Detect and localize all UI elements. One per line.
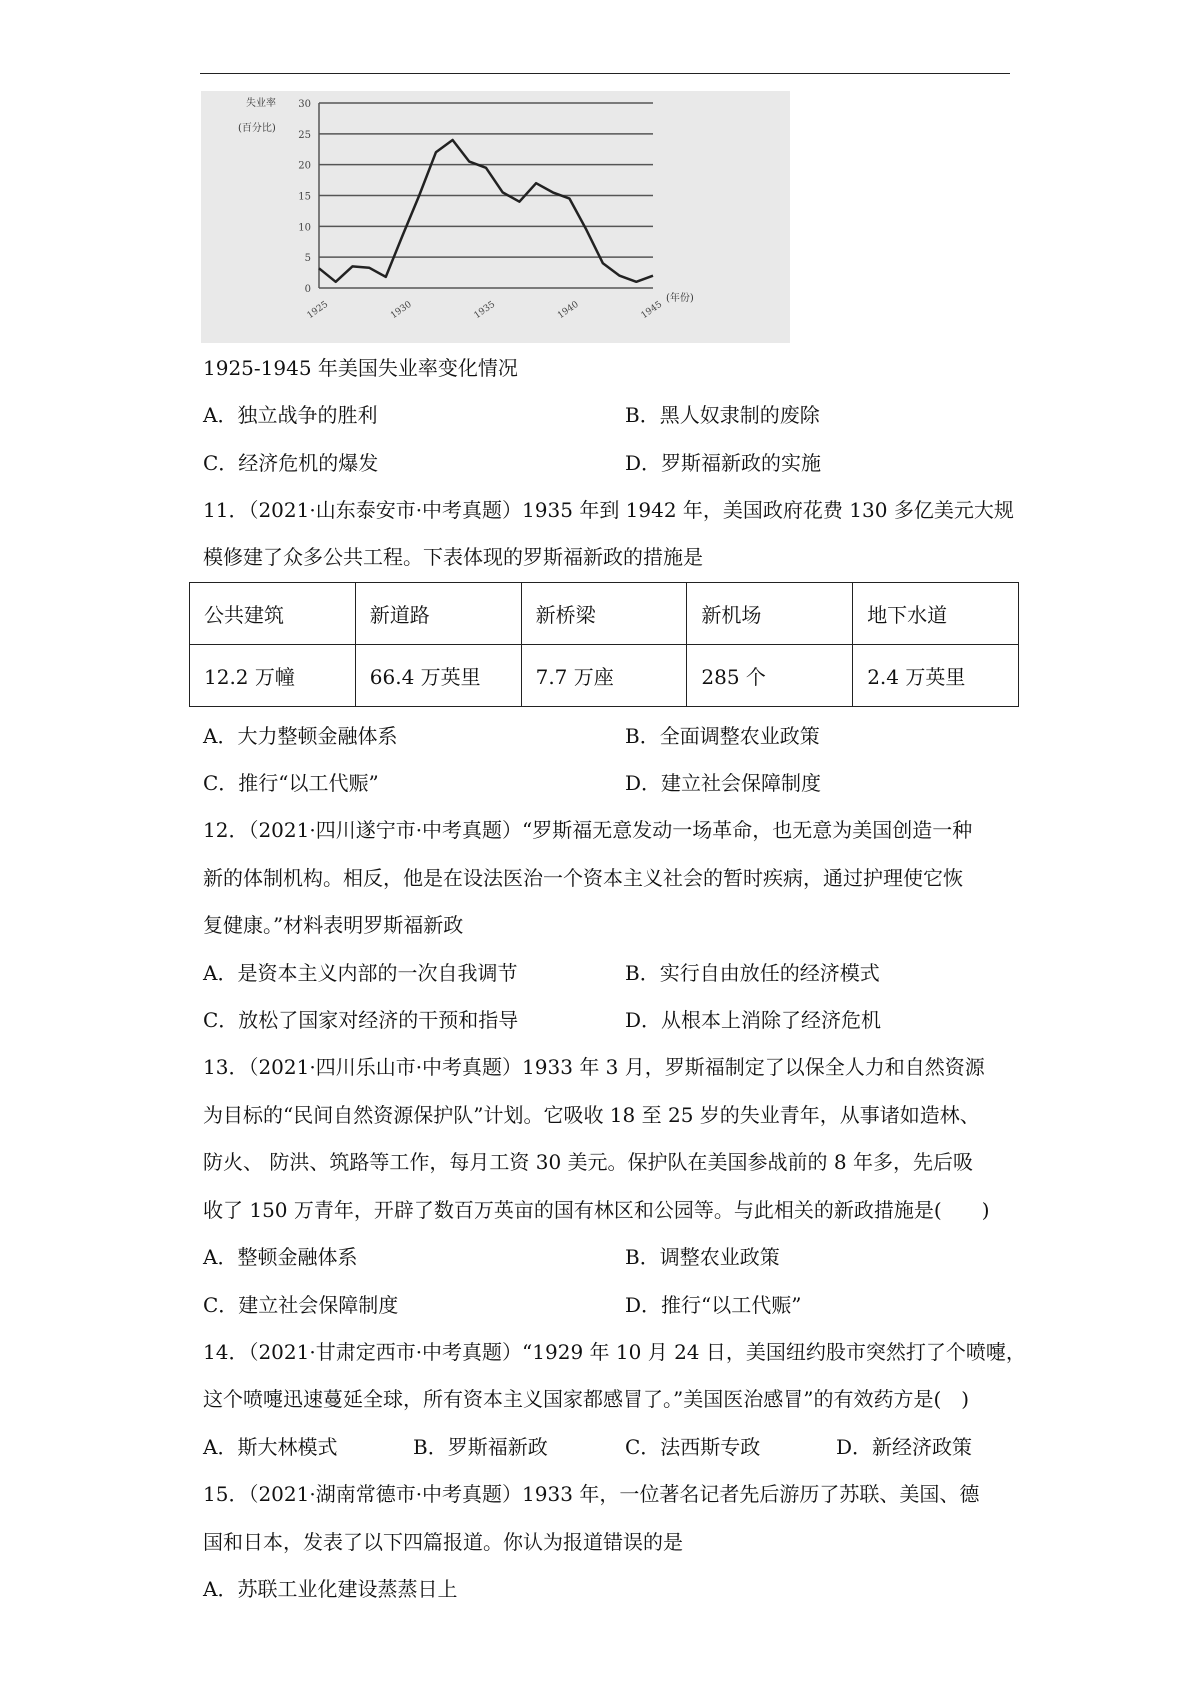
q13-option-d: D．推行“以工代赈” (625, 1293, 802, 1317)
q14-option-a: A．斯大林模式 (203, 1435, 338, 1459)
q11-option-c: C．推行“以工代赈” (203, 771, 379, 795)
q11-option-b: B．全面调整农业政策 (625, 724, 820, 748)
table-header-cell: 新道路 (355, 583, 521, 645)
y-tick-label: 20 (298, 160, 311, 172)
chart-caption: 1925-1945 年美国失业率变化情况 (203, 356, 518, 380)
table-cell: 7.7 万座 (521, 645, 687, 707)
table-cell: 12.2 万幢 (190, 645, 356, 707)
q10-option-a: A．独立战争的胜利 (203, 403, 378, 427)
q15-stem-line1: 15．（2021·湖南常德市·中考真题）1933 年，一位著名记者先后游历了苏联、美国、德 (203, 1482, 980, 1506)
q14-option-c: C．法西斯专政 (625, 1435, 761, 1459)
y-tick-label: 15 (298, 191, 311, 203)
header-rule (200, 73, 1010, 74)
y-tick-label: 0 (304, 284, 311, 295)
y-axis-label-line1: 失业率 (246, 98, 276, 109)
x-tick-label: 1935 (472, 299, 498, 322)
q13-stem-line1: 13．（2021·四川乐山市·中考真题）1933 年 3 月，罗斯福制定了以保全人力和自然资源 (203, 1055, 985, 1079)
table-header-cell: 地下水道 (853, 583, 1019, 645)
q12-stem-line2: 新的体制机构。相反，他是在设法医治一个资本主义社会的暂时疾病，通过护理使它恢 (203, 866, 963, 890)
y-tick-label: 5 (304, 253, 311, 265)
q11-option-d: D．建立社会保障制度 (625, 771, 822, 795)
q13-stem-line3: 防火、 防洪、筑路等工作，每月工资 30 美元。保护队在美国参战前的 8 年多，先后吸 (203, 1150, 973, 1174)
q15-stem-line2: 国和日本，发表了以下四篇报道。你认为报道错误的是 (203, 1530, 683, 1554)
x-tick-label: 1930 (389, 299, 414, 322)
x-tick-label: 1925 (305, 299, 331, 322)
q12-option-b: B．实行自由放任的经济模式 (625, 961, 880, 985)
table-cell: 66.4 万英里 (355, 645, 521, 707)
table-row (190, 645, 1019, 707)
y-tick-label: 30 (298, 99, 311, 110)
q11-stem-line2: 模修建了众多公共工程。下表体现的罗斯福新政的措施是 (203, 545, 703, 569)
series-line-unemployment (319, 140, 653, 282)
q14-stem-line1: 14．（2021·甘肃定西市·中考真题）“1929 年 10 月 24 日，美国纽约股市突然打了个喷嚏， (203, 1340, 1026, 1364)
table-header-cell: 新机场 (687, 583, 853, 645)
x-tick-label: 1940 (556, 299, 581, 322)
q14-stem-line2: 这个喷嚏迅速蔓延全球，所有资本主义国家都感冒了。”美国医治感冒”的有效药方是( ) (203, 1387, 970, 1411)
q11-option-a: A．大力整顿金融体系 (203, 724, 398, 748)
table-cell: 2.4 万英里 (853, 645, 1019, 707)
q13-option-c: C．建立社会保障制度 (203, 1293, 399, 1317)
q14-option-d: D．新经济政策 (836, 1435, 973, 1459)
table-cell: 285 个 (687, 645, 853, 707)
q12-option-d: D．从根本上消除了经济危机 (625, 1008, 882, 1032)
q13-option-a: A．整顿金融体系 (203, 1245, 358, 1269)
table-header-row (190, 583, 1019, 645)
q12-stem-line1: 12．（2021·四川遂宁市·中考真题）“罗斯福无意发动一场革命，也无意为美国创造一种 (203, 818, 973, 842)
unemployment-chart (201, 91, 790, 343)
q10-option-b: B．黑人奴隶制的废除 (625, 403, 820, 427)
q10-option-c: C．经济危机的爆发 (203, 451, 379, 475)
q12-stem-line3: 复健康。”材料表明罗斯福新政 (203, 913, 464, 937)
q13-stem-line2: 为目标的“民间自然资源保护队”计划。它吸收 18 至 25 岁的失业青年，从事诸如造林、 (203, 1103, 980, 1127)
q13-stem-line4: 收了 150 万青年，开辟了数百万英亩的国有林区和公园等。与此相关的新政措施是( ) (203, 1198, 990, 1222)
q14-option-b: B．罗斯福新政 (413, 1435, 548, 1459)
y-tick-label: 25 (298, 129, 311, 141)
q10-option-d: D．罗斯福新政的实施 (625, 451, 822, 475)
q11-stem-line1: 11．（2021·山东泰安市·中考真题）1935 年到 1942 年，美国政府花费 130 多亿美元大规 (203, 498, 1014, 522)
q12-option-c: C．放松了国家对经济的干预和指导 (203, 1008, 519, 1032)
x-axis-unit-label: (年份) (666, 293, 694, 304)
table-header-cell: 新桥梁 (521, 583, 687, 645)
x-tick-label: 1945 (639, 299, 665, 322)
q13-option-b: B．调整农业政策 (625, 1245, 780, 1269)
q12-option-a: A．是资本主义内部的一次自我调节 (203, 961, 518, 985)
y-axis-label-line2: (百分比) (238, 123, 276, 134)
y-tick-label: 10 (298, 222, 311, 234)
public-works-table (189, 582, 1019, 707)
chart-canvas (201, 91, 790, 343)
q15-option-a: A．苏联工业化建设蒸蒸日上 (203, 1577, 458, 1601)
table-header-cell: 公共建筑 (190, 583, 356, 645)
